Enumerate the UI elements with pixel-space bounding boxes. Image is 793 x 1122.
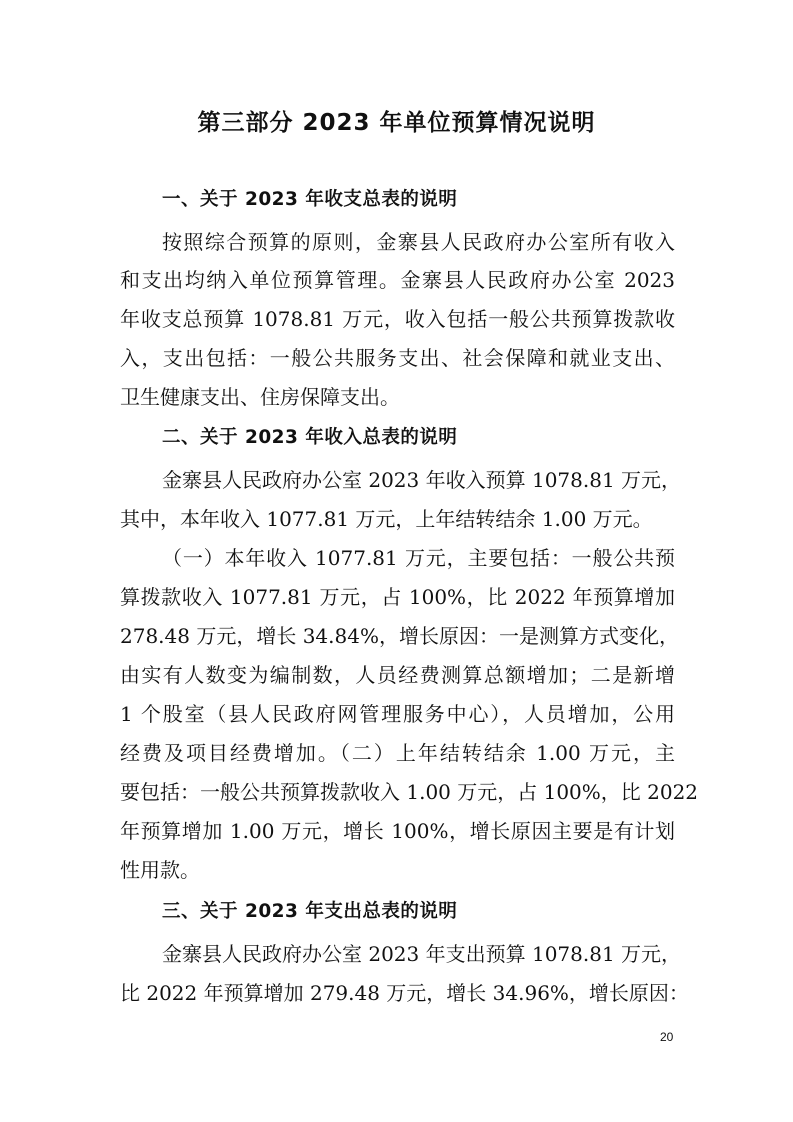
page-title: 第三部分 2023 年单位预算情况说明: [197, 110, 596, 136]
paragraph-line: 1 个股室（县人民政府网管理服务中心），人员增加，公用: [120, 702, 675, 726]
paragraph-line: （一）本年收入 1077.81 万元，主要包括：一般公共预: [162, 546, 675, 570]
paragraph-line: 年预算增加 1.00 万元，增长 100%，增长原因主要是有计划: [120, 819, 675, 843]
paragraph-line: 年收支总预算 1078.81 万元，收入包括一般公共预算拨款收: [120, 307, 675, 331]
paragraph-line: 性用款。: [120, 858, 200, 882]
paragraph-line: 比 2022 年预算增加 279.48 万元，增长 34.96%，增长原因：: [120, 981, 689, 1005]
paragraph-line: 其中，本年收入 1077.81 万元，上年结转结余 1.00 万元。: [120, 507, 653, 531]
paragraph-line: 要包括：一般公共预算拨款收入 1.00 万元，占 100%，比 2022: [120, 780, 699, 804]
page-number: 20: [660, 1030, 674, 1044]
paragraph-line: 卫生健康支出、住房保障支出。: [120, 385, 400, 409]
section-heading-1: 一、关于 2023 年收支总表的说明: [162, 189, 458, 210]
section-heading-2: 二、关于 2023 年收入总表的说明: [162, 427, 458, 448]
paragraph-line: 278.48 万元，增长 34.84%，增长原因：一是测算方式变化，: [120, 624, 679, 648]
paragraph-line: 入，支出包括：一般公共服务支出、社会保障和就业支出、: [120, 346, 675, 370]
paragraph-line: 由实有人数变为编制数，人员经费测算总额增加；二是新增: [120, 663, 675, 687]
paragraph-line: 算拨款收入 1077.81 万元，占 100%，比 2022 年预算增加: [120, 585, 675, 609]
section-heading-3: 三、关于 2023 年支出总表的说明: [162, 901, 458, 922]
paragraph-line: 和支出均纳入单位预算管理。金寨县人民政府办公室 2023: [120, 268, 675, 292]
paragraph-line: 按照综合预算的原则，金寨县人民政府办公室所有收入: [162, 230, 675, 254]
paragraph-line: 金寨县人民政府办公室 2023 年支出预算 1078.81 万元，: [162, 942, 682, 966]
paragraph-line: 金寨县人民政府办公室 2023 年收入预算 1078.81 万元，: [162, 468, 682, 492]
paragraph-line: 经费及项目经费增加。（二）上年结转结余 1.00 万元，主: [120, 741, 675, 765]
